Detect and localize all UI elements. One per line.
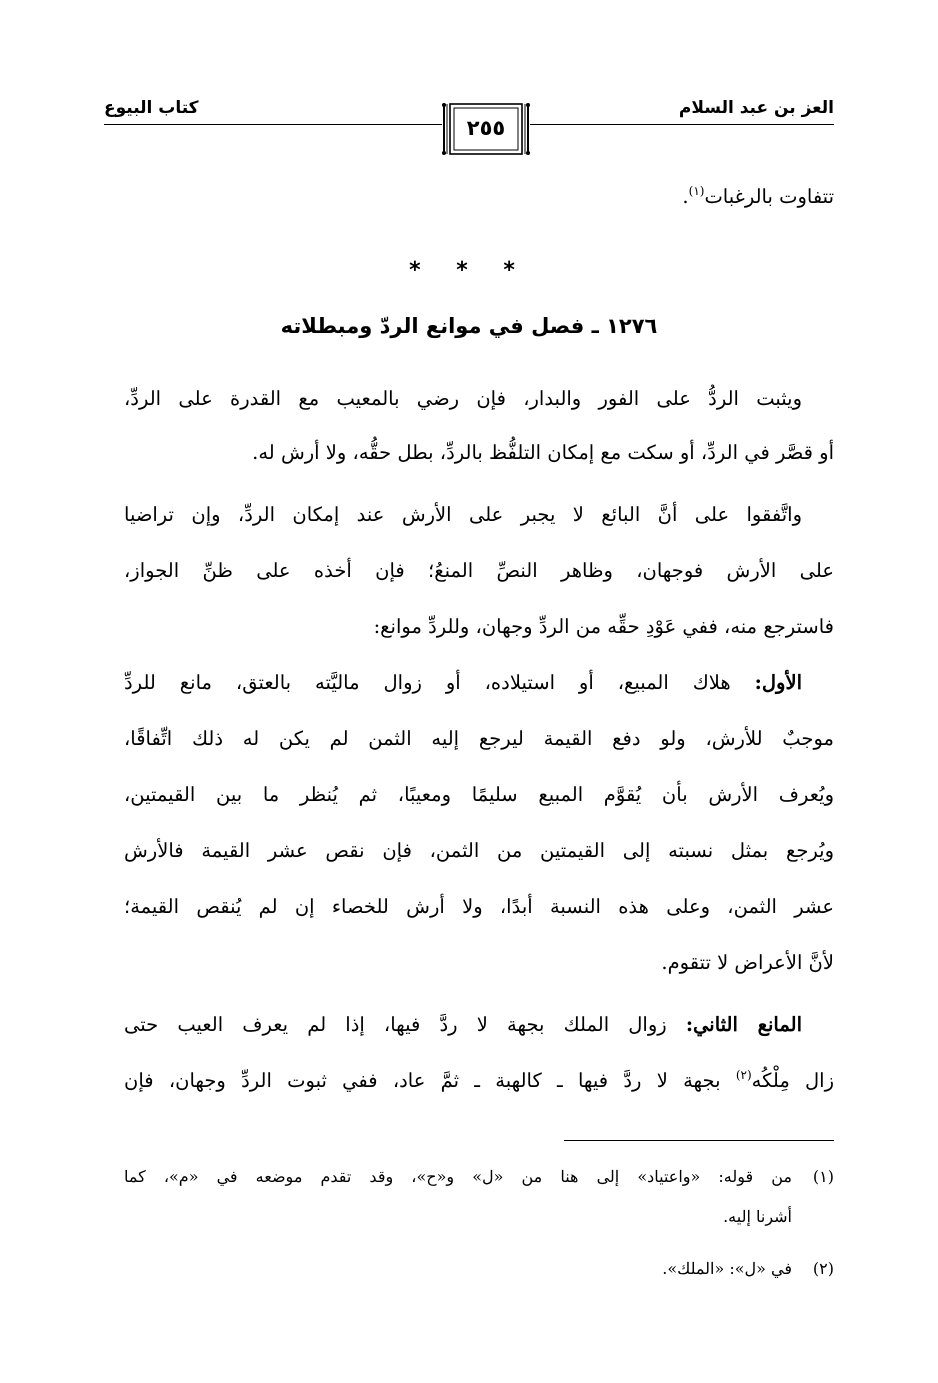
page-number: ٢٥٥ <box>466 116 506 140</box>
footnote-number: (٢) <box>812 1259 834 1278</box>
text-line: عشر الثمن، وعلى هذه النسبة أبدًا، ولا أرش للخصاء إن لم يُنقص القيمة؛ <box>124 895 834 918</box>
footnote-rule <box>564 1140 834 1141</box>
header-rule-left <box>104 124 442 125</box>
footnote-ref-1: (١) <box>688 184 705 198</box>
running-header-book-title: كتاب البيوع <box>104 98 199 118</box>
text-line: واتَّفقوا على أنَّ البائع لا يجبر على الأرش عند إمكان الردِّ، وإن تراضيا <box>124 503 802 526</box>
continuation-text: تتفاوت بالرغبات <box>704 185 834 208</box>
text-line: لأنَّ الأعراض لا تتقوم. <box>661 951 834 974</box>
paragraph-label: الأول: <box>754 671 802 694</box>
paragraph-label: المانع الثاني: <box>685 1013 802 1036</box>
footnote-number: (١) <box>812 1167 835 1186</box>
text-line: موجبٌ للأرش، ولو دفع القيمة ليرجع إليه الثمن لم يكن له ذلك اتِّفاقًا، <box>124 727 834 750</box>
continuation-end: . <box>682 185 689 208</box>
text-line: ويثبت الردُّ على الفور والبدار، فإن رضي بالمعيب مع القدرة على الردِّ، <box>124 387 802 410</box>
running-header-author: العز بن عبد السلام <box>678 98 834 118</box>
section-separator: * * * <box>409 258 529 283</box>
text-line: على الأرش فوجهان، وظاهر النصِّ المنعُ؛ فإن أخذه على ظنِّ الجواز، <box>124 559 834 582</box>
text-line: فاسترجع منه، ففي عَوْدِ حقِّه من الردِّ وجهان، وللردِّ موانع: <box>373 615 834 638</box>
text-line: ويُعرف الأرش بأن يُقوَّم المبيع سليمًا ومعيبًا، ثم يُنظر ما بين القيمتين، <box>124 783 834 806</box>
text-line: الأول: هلاك المبيع، أو استيلاده، أو زوال ماليَّته بالعتق، مانع للردِّ <box>124 671 802 694</box>
text-line: ويُرجع بمثل نسبته إلى القيمتين من الثمن، فإن نقص عشر القيمة فالأرش <box>124 839 834 862</box>
section-heading: ١٢٧٦ ـ فصل في موانع الردّ ومبطلاته <box>280 314 658 338</box>
header-rule-right <box>530 124 834 125</box>
footnote-ref-2: (٢) <box>735 1068 752 1082</box>
text-line: أو قصَّر في الردِّ، أو سكت مع إمكان التلفُّظ بالردِّ، بطل حقُّه، ولا أرش له. <box>252 441 834 464</box>
page-number-frame <box>442 103 530 155</box>
footnote-text: أشرنا إليه. <box>723 1207 792 1226</box>
footnote-text: من قوله: «واعتياد» إلى هنا من «ل» و«ح»، وقد تقدم موضعه في «م»، كما <box>124 1167 793 1186</box>
text-line: المانع الثاني: زوال الملك بجهة لا ردَّ فيها، إذا لم يعرف العيب حتى <box>124 1013 802 1036</box>
footnote-text: في «ل»: «الملك». <box>662 1259 792 1278</box>
text-line: زال مِلْكُه$^{(٢)}$ بجهة لا ردَّ فيها ـ كالهبة ـ ثمَّ عاد، ففي ثبوت الردِّ وجهان، فإن <box>124 1068 835 1092</box>
